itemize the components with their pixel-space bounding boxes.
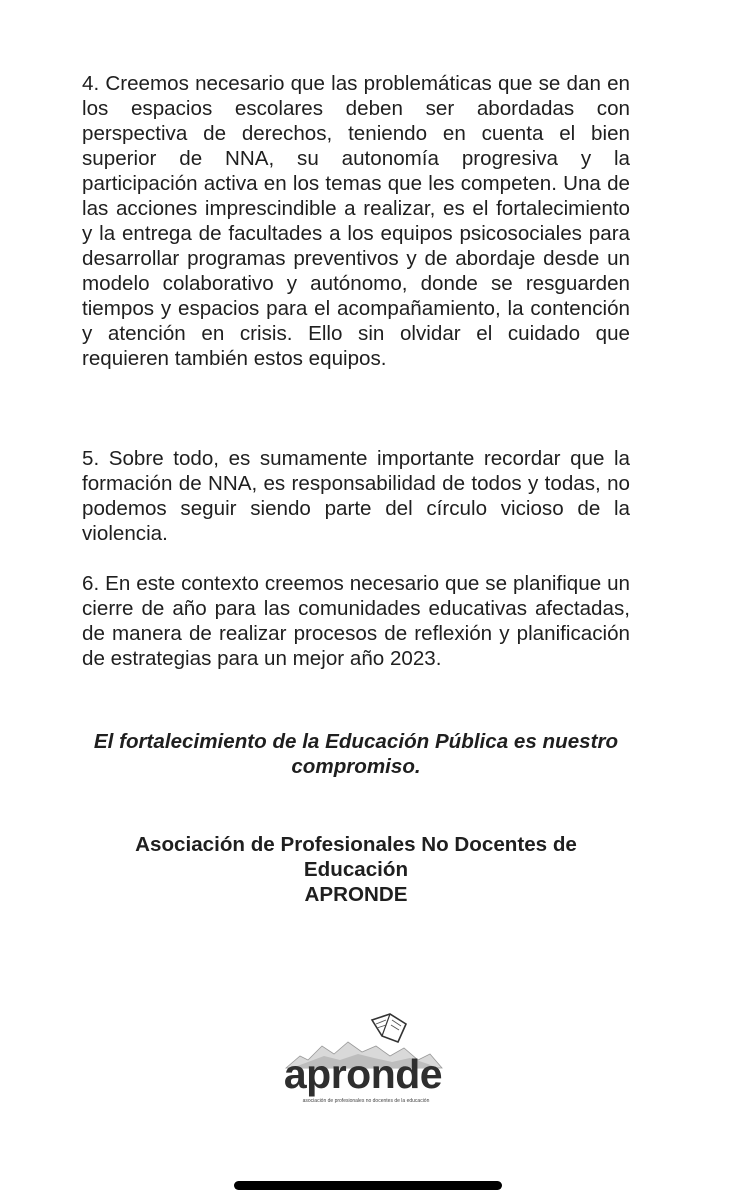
logo-subtitle: asociación de profesionales no docentes de la educación [302,1098,430,1104]
motto: El fortalecimiento de la Educación Pública es nuestro compromiso. [93,730,619,778]
signature-line-1: Asociación de Profesionales No Docentes de [135,833,577,856]
home-indicator[interactable] [234,1181,502,1190]
signature-line-2: Educación [303,858,409,881]
paragraph-4: 4. Creemos necesario que las problemáticas que se dan en los espacios escolares deben ser abordadas con perspectiva de derechos, teniendo en cuenta el bien superior de NNA, su autonomía progresiva y la participación activa en los temas que les competen. Una de las acciones imprescindible a realizar, es el fortalecimiento y la entrega de facultades a los equipos psicosociales para desarrollar programas preventivos y de abordaje desde un modelo colaborativo y autónomo, donde se resguarden tiempos y espacios para el acompañamiento, la contención y atención en crisis. Ello sin olvidar el cuidado que requieren también estos equipos. [82,72,630,370]
paragraph-6: 6. En este contexto creemos necesario que se planifique un cierre de año para las comunidades educativas afectadas, de manera de realizar procesos de reflexión y planificación de estrategias para un mejor año 2023. [82,572,630,670]
logo-wordmark: apronde [283,1051,443,1097]
apronde-logo [278,1012,448,1112]
signature-line-3: APRONDE [304,883,408,906]
paragraph-5: 5. Sobre todo, es sumamente importante recordar que la formación de NNA, es responsabilidad de todos y todas, no podemos seguir siendo parte del círculo vicioso de la violencia. [82,447,630,545]
signature-block [82,832,630,907]
